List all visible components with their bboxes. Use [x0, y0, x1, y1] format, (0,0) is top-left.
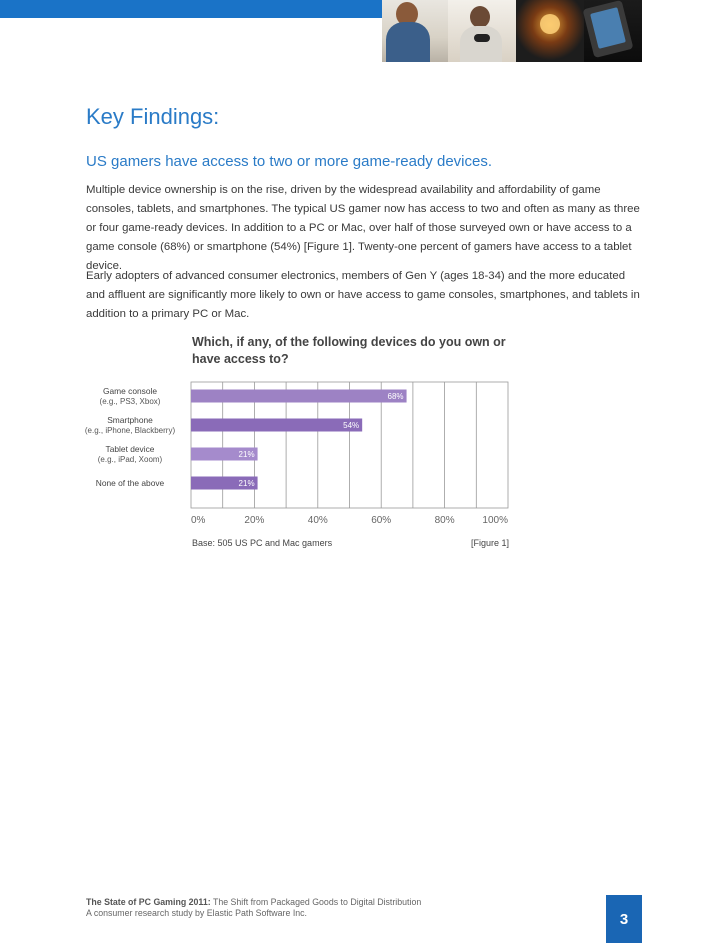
chart-title: Which, if any, of the following devices do you own or have access to?	[192, 335, 506, 366]
x-tick-label: 20%	[244, 515, 265, 526]
category-label: Smartphone	[107, 415, 153, 425]
console-player-photo-icon	[448, 0, 516, 62]
bar	[191, 390, 407, 403]
body-paragraph: Early adopters of advanced consumer electronics, members of Gen Y (ages 18-34) and the more educated and affluent are significantly more likely to own or have access to game consoles, smartphones, and tablets in addition to a primary PC or Mac.	[86, 270, 640, 320]
game-screen-photo-icon	[516, 0, 584, 62]
figure-reference: [Figure 1]	[470, 538, 509, 548]
category-label: Game console	[103, 386, 157, 396]
bar-value-label: 54%	[343, 421, 360, 430]
category-label: None of the above	[95, 478, 165, 488]
x-tick-label: 80%	[434, 515, 455, 526]
bar-value-label: 68%	[387, 392, 404, 401]
chart-base-note: Base: 505 US PC and Mac gamers	[192, 538, 333, 548]
bar-value-label: 21%	[238, 479, 255, 488]
x-tick-label: 60%	[371, 515, 392, 526]
bar-value-label: 21%	[238, 450, 255, 459]
bar	[191, 419, 362, 432]
page-heading: Key Findings:	[86, 104, 220, 129]
footer	[86, 897, 421, 919]
page-number: 3	[606, 895, 642, 943]
tablet-player-photo-icon	[584, 0, 642, 62]
header-photo-strip	[382, 0, 642, 62]
footer-title-bold: The State of PC Gaming 2011:	[86, 897, 211, 907]
x-tick-label: 40%	[307, 515, 328, 526]
footer-title-rest: The Shift from Packaged Goods to Digital Distribution	[210, 897, 422, 907]
x-tick-label: 100%	[482, 515, 508, 526]
category-subtitle: (e.g., PS3, Xbox)	[99, 397, 161, 406]
body-paragraph: Multiple device ownership is on the rise, driven by the widespread availability and affordability of game consoles, tablets, and smartphones. The typical US gamer now has access to two and often as many as three or four game-ready devices. In addition to a PC or Mac, over half of those surveyed own or have access to a game console (68%) or smartphone (54%) [Figure 1]. Twenty-one percent of gamers have access to a tablet device.	[86, 184, 640, 272]
category-label: Tablet device	[105, 444, 155, 454]
section-subheading: US gamers have access to two or more game-ready devices.	[86, 153, 493, 170]
category-subtitle: (e.g., iPad, Xoom)	[97, 455, 163, 464]
footer-subtitle: A consumer research study by Elastic Path Software Inc.	[86, 908, 308, 918]
category-subtitle: (e.g., iPhone, Blackberry)	[84, 426, 176, 435]
gamer-photo-icon	[382, 0, 448, 62]
x-tick-label: 0%	[191, 515, 206, 526]
device-ownership-bar-chart	[0, 375, 728, 535]
header-accent-bar	[0, 0, 382, 18]
